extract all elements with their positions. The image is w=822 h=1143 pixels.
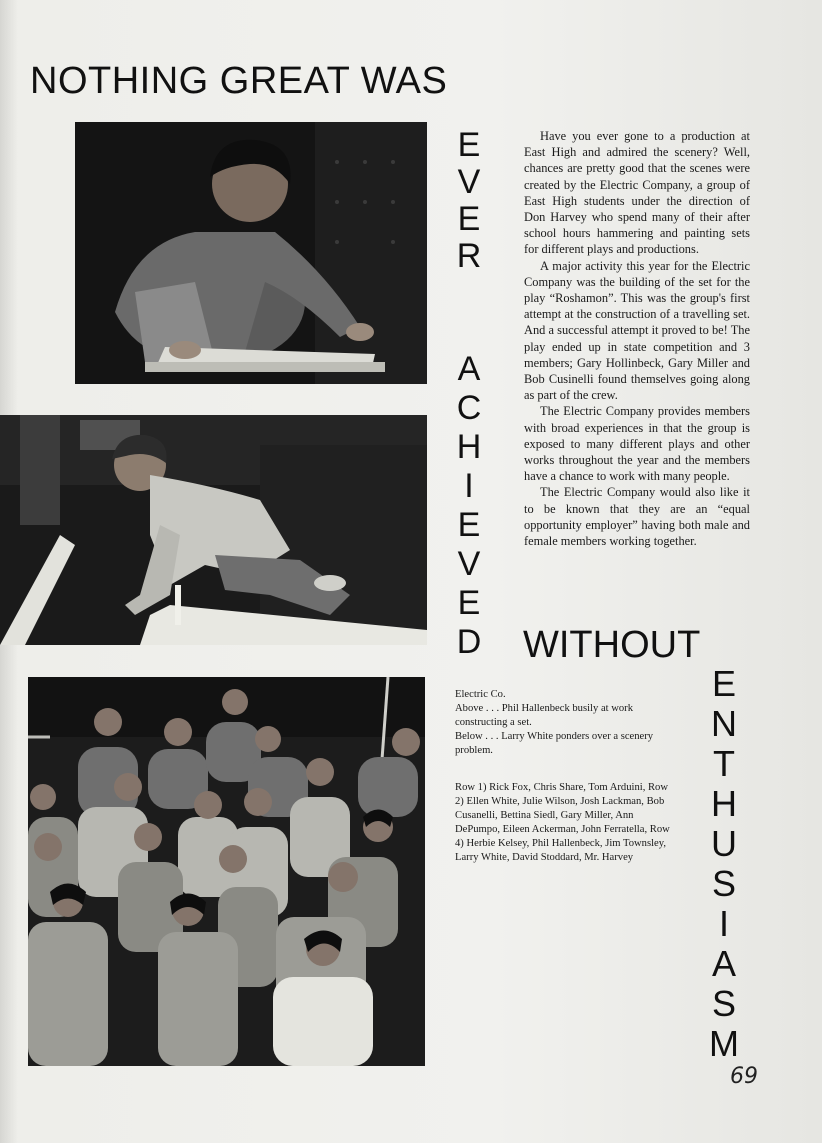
caption-below: Below . . . Larry White ponders over a scenery problem.	[455, 731, 654, 756]
ever-letter: V	[457, 163, 481, 201]
headline: NOTHING GREAT WAS	[30, 60, 448, 102]
article-paragraph: The Electric Company provides members with broad experiences in that the group is exposed to many different plays and other works throughout the year and the members have a chance to work with many people.	[524, 404, 750, 484]
caption-above: Above . . . Phil Hallenbeck busily at work constructing a set.	[455, 703, 634, 728]
enthusiasm-letter: E	[711, 663, 736, 704]
article-paragraph: A major activity this year for the Electric Company was the building of the set for the play “Roshamon”. This was the group's first attempt at the construction of a travelling set. And a successful attempt it proved to be! The play ended up in state competition and 3 members; Gary Hollinbeck, Gary Miller and Bob Cusinelli found themselves going along as part of the crew.	[524, 258, 750, 403]
vertical-word-achieved	[453, 352, 485, 664]
enthusiasm-letter: M	[709, 1023, 739, 1064]
enthusiasm-letter: N	[711, 703, 737, 744]
ever-letter: E	[457, 200, 481, 238]
caption-rows: Row 1) Rick Fox, Chris Share, Tom Arduini, Row 2) Ellen White, Julie Wilson, Josh Lackman, Bob Cusanelli, Bettina Siedl, Gary Miller, Ann DePumpo, Eileen Ackerman, John Ferratella, Row 4) Herbie Kelsey, Phil Hallenbeck, Jim Townsley, Larry White, David Stoddard, Mr. Harvey	[455, 782, 670, 863]
ever-letter: R	[456, 237, 482, 275]
photo-group-image	[28, 677, 425, 1066]
achieved-letter: V	[457, 545, 481, 583]
article-paragraph: Have you ever gone to a production at East High and admired the scenery? Well, chances are pretty good that the scenes were created by the Electric Company, a group of East High students under the direction of Don Harvey who spend many of their after school hours hammering and painting sets for different plays and productions.	[524, 129, 750, 257]
achieved-letter: E	[457, 506, 481, 544]
article-body	[524, 128, 750, 549]
photo-caption	[455, 688, 677, 865]
achieved-letter: E	[457, 584, 481, 622]
ever-letter: E	[457, 126, 481, 164]
headline-without: WITHOUT	[523, 624, 701, 666]
article-paragraph: The Electric Company would also like it to be known that they are an “equal opportunity employer” having both male and female members working together.	[524, 485, 750, 549]
achieved-letter: D	[456, 623, 482, 661]
photo-larry-white-image	[0, 415, 427, 645]
enthusiasm-letter: S	[711, 863, 736, 904]
achieved-letter: C	[456, 389, 482, 427]
caption-title: Electric Co.	[455, 689, 506, 700]
enthusiasm-letter: U	[711, 823, 737, 864]
photo-group	[28, 677, 425, 1066]
vertical-word-ever	[453, 128, 485, 276]
enthusiasm-letter: H	[711, 783, 737, 824]
photo-hallenbeck-image	[75, 122, 427, 384]
achieved-letter: I	[464, 467, 474, 505]
page-number: 69	[730, 1064, 758, 1089]
photo-hallenbeck	[75, 122, 427, 384]
photo-larry-white	[0, 415, 427, 645]
enthusiasm-letter: A	[711, 943, 736, 984]
enthusiasm-letter: T	[713, 743, 735, 784]
enthusiasm-letter: S	[711, 983, 736, 1024]
achieved-letter: A	[457, 350, 481, 388]
vertical-word-enthusiasm	[704, 663, 744, 1066]
enthusiasm-letter: I	[718, 903, 729, 944]
achieved-letter: H	[456, 428, 482, 466]
